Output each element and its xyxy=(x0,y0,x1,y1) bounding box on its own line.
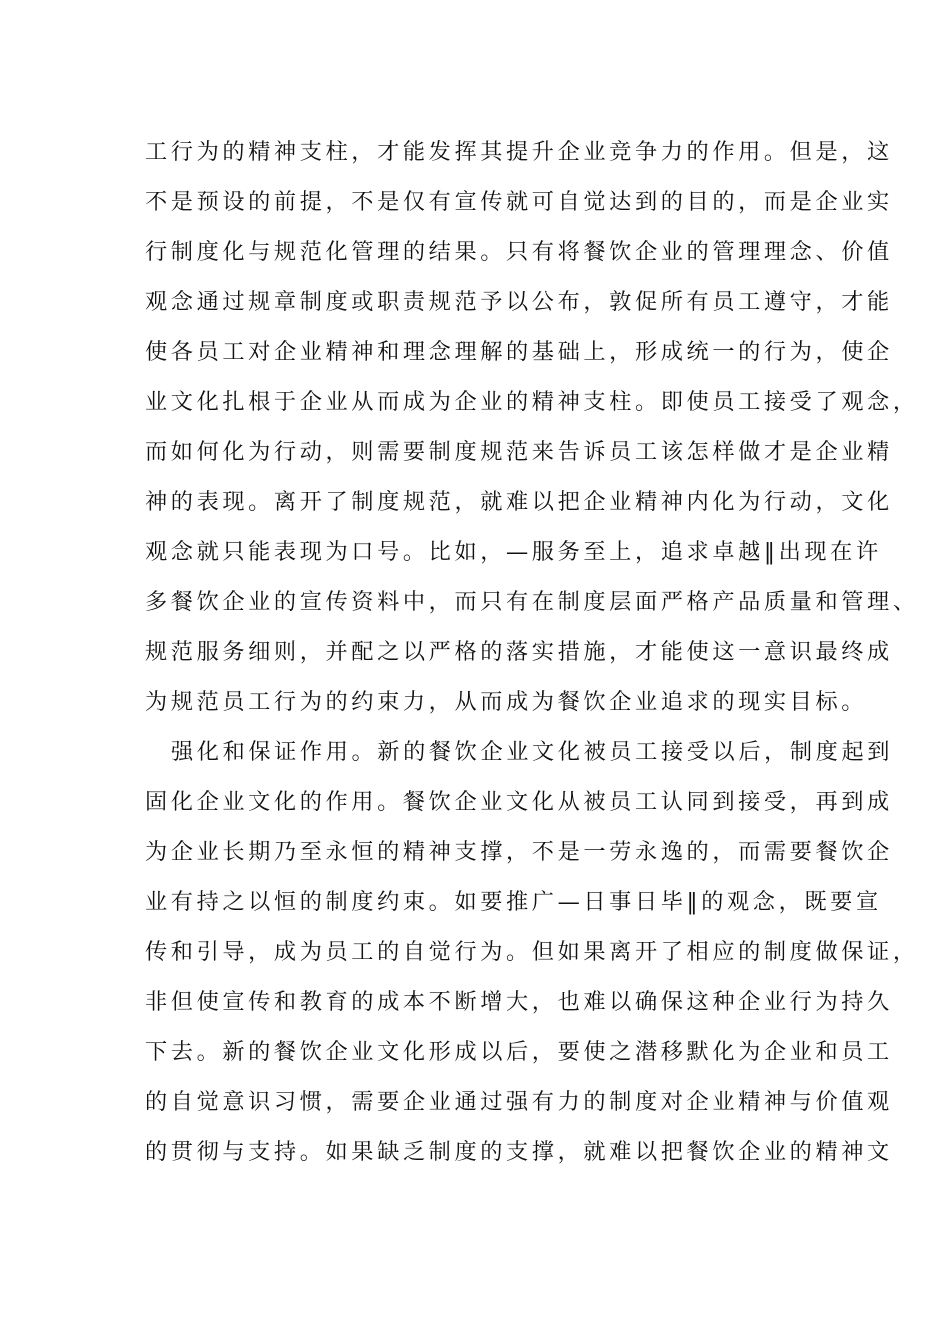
text-line: 为规范员工行为的约束力，从而成为餐饮企业追求的现实目标。 xyxy=(145,689,868,715)
paragraph-first-line: 强化和保证作用。新的餐饮企业文化被员工接受以后，制度起到 xyxy=(171,739,894,765)
text-line: 多餐饮企业的宣传资料中，而只有在制度层面严格产品质量和管理、 xyxy=(145,589,919,615)
text-line: 固化企业文化的作用。餐饮企业文化从被员工认同到接受，再到成 xyxy=(145,789,893,815)
text-line: 传和引导，成为员工的自觉行为。但如果离开了相应的制度做保证， xyxy=(145,939,919,965)
text-line: 非但使宣传和教育的成本不断增大，也难以确保这种企业行为持久 xyxy=(145,989,893,1015)
text-line: 的贯彻与支持。如果缺乏制度的支撑，就难以把餐饮企业的精神文 xyxy=(145,1139,893,1165)
text-line: 使各员工对企业精神和理念理解的基础上，形成统一的行为，使企 xyxy=(145,339,893,365)
text-line: 业文化扎根于企业从而成为企业的精神支柱。即使员工接受了观念， xyxy=(145,389,919,415)
text-line: 下去。新的餐饮企业文化形成以后，要使之潜移默化为企业和员工 xyxy=(145,1039,893,1065)
text-line: 行制度化与规范化管理的结果。只有将餐饮企业的管理理念、价值 xyxy=(145,239,893,265)
text-line: 神的表现。离开了制度规范，就难以把企业精神内化为行动，文化 xyxy=(145,489,893,515)
text-line: 观念就只能表现为口号。比如，—服务至上，追求卓越‖出现在许 xyxy=(145,539,882,565)
text-line: 观念通过规章制度或职责规范予以公布，敦促所有员工遵守，才能 xyxy=(145,289,893,315)
text-line: 不是预设的前提，不是仅有宣传就可自觉达到的目的，而是企业实 xyxy=(145,189,893,215)
text-line: 业有持之以恒的制度约束。如要推广—日事日毕‖的观念，既要宣 xyxy=(145,889,882,915)
text-line: 为企业长期乃至永恒的精神支撑，不是一劳永逸的，而需要餐饮企 xyxy=(145,839,893,865)
text-line: 规范服务细则，并配之以严格的落实措施，才能使这一意识最终成 xyxy=(145,639,893,665)
text-line: 而如何化为行动，则需要制度规范来告诉员工该怎样做才是企业精 xyxy=(145,439,893,465)
text-line: 工行为的精神支柱，才能发挥其提升企业竞争力的作用。但是，这 xyxy=(145,139,893,165)
text-line: 的自觉意识习惯，需要企业通过强有力的制度对企业精神与价值观 xyxy=(145,1089,893,1115)
